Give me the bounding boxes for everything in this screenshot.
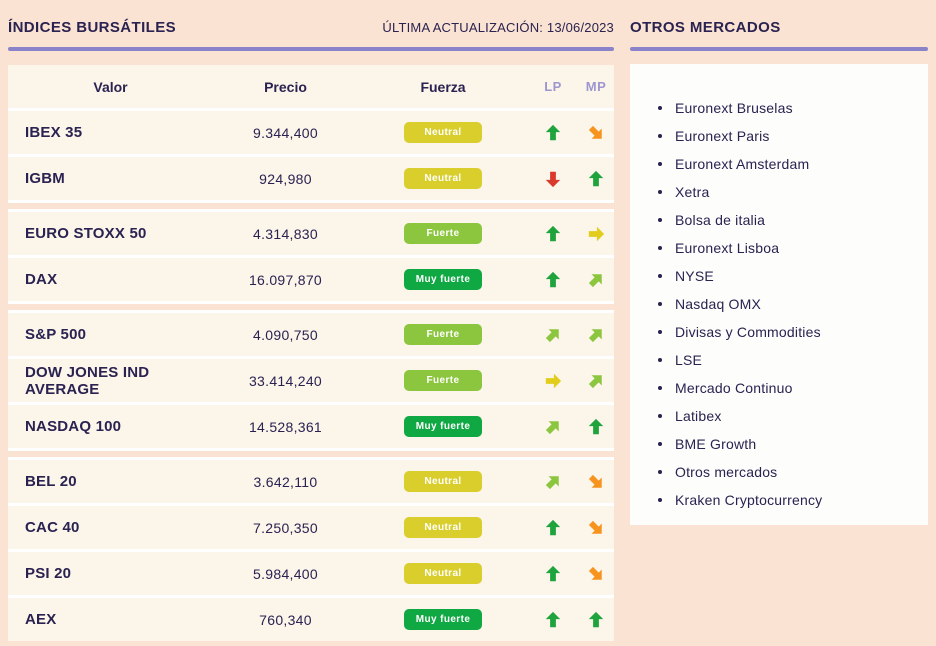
market-list-item[interactable] [658, 290, 912, 318]
index-name: PSI 20 [25, 565, 72, 582]
index-price: 924,980 [259, 170, 312, 187]
market-list-item[interactable] [658, 458, 912, 486]
group-separator [8, 203, 614, 209]
market-label: Nasdaq OMX [675, 296, 762, 312]
bullet-icon [658, 106, 662, 110]
market-list-item[interactable] [658, 402, 912, 430]
strength-badge: Fuerte [404, 370, 482, 391]
index-row[interactable] [8, 506, 614, 549]
lp-arrow-up-right-icon [528, 326, 578, 344]
bullet-icon [658, 358, 662, 362]
other-markets-title: OTROS MERCADOS [630, 18, 781, 36]
strength-badge: Fuerte [404, 324, 482, 345]
market-label: BME Growth [675, 436, 757, 452]
market-label: Xetra [675, 184, 710, 200]
market-label: LSE [675, 352, 703, 368]
strength-cell [358, 471, 528, 492]
strength-badge: Neutral [404, 517, 482, 538]
indices-section-header [8, 12, 614, 42]
mp-arrow-up-icon [578, 170, 614, 188]
mp-arrow-right-icon [578, 225, 614, 243]
strength-badge: Muy fuerte [404, 609, 482, 630]
bullet-icon [658, 414, 662, 418]
index-name: IBEX 35 [25, 124, 83, 141]
indices-section [8, 12, 614, 641]
bullet-icon [658, 470, 662, 474]
lp-arrow-up-icon [528, 565, 578, 583]
market-list-item[interactable] [658, 94, 912, 122]
index-name: S&P 500 [25, 326, 87, 343]
bullet-icon [658, 218, 662, 222]
market-list-item[interactable] [658, 122, 912, 150]
bullet-icon [658, 498, 662, 502]
market-list-item[interactable] [658, 234, 912, 262]
index-name: NASDAQ 100 [25, 418, 122, 435]
index-price: 3.642,110 [253, 473, 318, 490]
index-name: IGBM [25, 170, 65, 187]
index-price: 9.344,400 [253, 124, 318, 141]
mp-arrow-down-right-icon [578, 565, 614, 583]
market-list-item[interactable] [658, 318, 912, 346]
other-markets-section [630, 12, 928, 525]
index-name: EURO STOXX 50 [25, 225, 147, 242]
index-name: CAC 40 [25, 519, 80, 536]
index-row[interactable] [8, 359, 614, 402]
market-label: Euronext Bruselas [675, 100, 793, 116]
bullet-icon [658, 442, 662, 446]
strength-cell [358, 517, 528, 538]
bullet-icon [658, 274, 662, 278]
group-separator [8, 451, 614, 457]
index-row[interactable] [8, 111, 614, 154]
index-row[interactable] [8, 405, 614, 448]
market-list-item[interactable] [658, 346, 912, 374]
last-update-label: ÚLTIMA ACTUALIZACIÓN: 13/06/2023 [382, 19, 614, 35]
mp-arrow-down-right-icon [578, 473, 614, 491]
mp-arrow-down-right-icon [578, 124, 614, 142]
bullet-icon [658, 190, 662, 194]
table-header-row [8, 65, 614, 108]
market-label: Mercado Continuo [675, 380, 793, 396]
market-list-item[interactable] [658, 206, 912, 234]
bullet-icon [658, 330, 662, 334]
strength-cell [358, 563, 528, 584]
mp-arrow-down-right-icon [578, 519, 614, 537]
market-list-item[interactable] [658, 178, 912, 206]
lp-arrow-up-icon [528, 225, 578, 243]
index-row[interactable] [8, 598, 614, 641]
market-label: Euronext Lisboa [675, 240, 780, 256]
index-price: 33.414,240 [248, 372, 323, 389]
index-price: 760,340 [259, 611, 312, 628]
market-label: Divisas y Commodities [675, 324, 821, 340]
lp-arrow-up-icon [528, 519, 578, 537]
index-name: DAX [25, 271, 58, 288]
mp-arrow-up-icon [578, 611, 614, 629]
column-header-precio: Precio [264, 78, 307, 95]
other-markets-list [658, 94, 912, 514]
lp-arrow-down-icon [528, 170, 578, 188]
strength-cell [358, 223, 528, 244]
strength-badge: Neutral [404, 168, 482, 189]
strength-badge: Muy fuerte [404, 269, 482, 290]
market-list-item[interactable] [658, 150, 912, 178]
column-header-fuerza: Fuerza [420, 78, 466, 95]
index-price: 7.250,350 [253, 519, 318, 536]
market-label: Bolsa de italia [675, 212, 766, 228]
strength-cell [358, 122, 528, 143]
strength-badge: Neutral [404, 563, 482, 584]
strength-cell [358, 609, 528, 630]
indices-table [8, 65, 614, 641]
bullet-icon [658, 246, 662, 250]
title-underline [8, 47, 614, 51]
market-label: Euronext Paris [675, 128, 770, 144]
index-row[interactable] [8, 460, 614, 503]
title-underline [630, 47, 928, 51]
index-row[interactable] [8, 552, 614, 595]
bullet-icon [658, 302, 662, 306]
mp-arrow-up-right-icon [578, 372, 614, 390]
page-title: ÍNDICES BURSÁTILES [8, 18, 177, 36]
group-separator [8, 304, 614, 310]
column-header-valor: Valor [93, 78, 128, 95]
lp-arrow-up-right-icon [528, 418, 578, 436]
index-name: DOW JONES IND AVERAGE [25, 363, 150, 398]
other-markets-header [630, 12, 928, 42]
index-row[interactable] [8, 313, 614, 356]
column-header-lp: LP [544, 79, 562, 94]
other-markets-card [630, 64, 928, 525]
lp-arrow-right-icon [528, 372, 578, 390]
market-list-item[interactable] [658, 262, 912, 290]
market-label: Kraken Cryptocurrency [675, 492, 823, 508]
bullet-icon [658, 386, 662, 390]
mp-arrow-up-right-icon [578, 326, 614, 344]
market-list-item[interactable] [658, 374, 912, 402]
bullet-icon [658, 162, 662, 166]
strength-cell [358, 168, 528, 189]
index-price: 4.314,830 [253, 225, 318, 242]
market-list-item[interactable] [658, 486, 912, 514]
strength-cell [358, 324, 528, 345]
index-row[interactable] [8, 157, 614, 200]
lp-arrow-up-icon [528, 611, 578, 629]
market-label: Latibex [675, 408, 722, 424]
column-header-mp: MP [585, 79, 607, 94]
index-row[interactable] [8, 258, 614, 301]
bullet-icon [658, 134, 662, 138]
strength-badge: Fuerte [404, 223, 482, 244]
index-price: 16.097,870 [248, 271, 323, 288]
market-label: Euronext Amsterdam [675, 156, 810, 172]
index-name: BEL 20 [25, 473, 77, 490]
mp-arrow-up-right-icon [578, 271, 614, 289]
index-name: AEX [25, 611, 57, 628]
strength-cell [358, 370, 528, 391]
market-list-item[interactable] [658, 430, 912, 458]
lp-arrow-up-icon [528, 124, 578, 142]
strength-cell [358, 416, 528, 437]
strength-cell [358, 269, 528, 290]
index-price: 14.528,361 [248, 418, 323, 435]
mp-arrow-up-icon [578, 418, 614, 436]
market-label: Otros mercados [675, 464, 778, 480]
lp-arrow-up-right-icon [528, 473, 578, 491]
index-row[interactable] [8, 212, 614, 255]
index-price: 5.984,400 [253, 565, 318, 582]
strength-badge: Muy fuerte [404, 416, 482, 437]
strength-badge: Neutral [404, 122, 482, 143]
lp-arrow-up-icon [528, 271, 578, 289]
strength-badge: Neutral [404, 471, 482, 492]
index-price: 4.090,750 [253, 326, 318, 343]
market-label: NYSE [675, 268, 714, 284]
